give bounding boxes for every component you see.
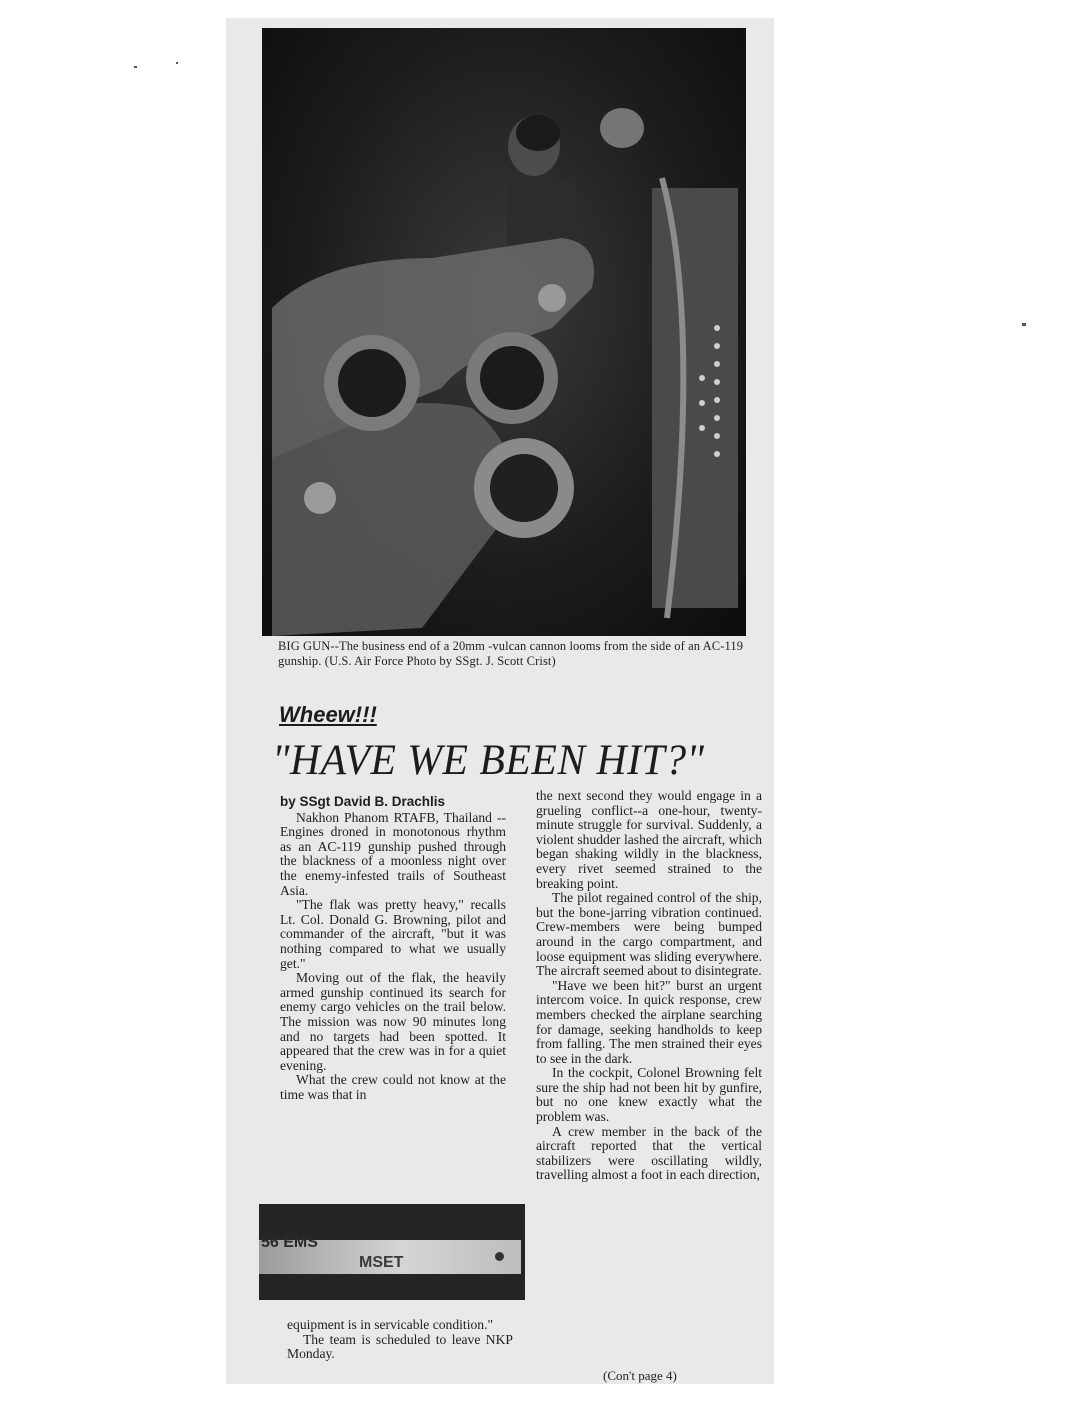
paragraph: In the cockpit, Colonel Browning felt sure the ship had not been hit by gunfire, but no one knew exactly what the problem was.	[536, 1065, 762, 1125]
inset-ad-image	[259, 1204, 525, 1300]
paragraph: The pilot regained control of the ship, but the bone-jarring vibration continued. Crew-members were being bumped around in the cargo compartment, and loose equipment was sliding everywhere. The aircraft seemed about to disintegrate.	[536, 890, 762, 979]
photo-caption: BIG GUN--The business end of a 20mm -vulcan cannon looms from the side of an AC-119 gunship. (U.S. Air Force Photo by SSgt. J. Scott Crist)	[278, 639, 744, 668]
article-left-lower-column	[287, 1318, 513, 1362]
paragraph: "Have we been hit?" burst an urgent intercom voice. In quick response, crew members checked the airplane searching for damage, seeking handholds to keep from falling. The men strained their eyes to see in the dark.	[536, 977, 762, 1066]
paragraph: The team is scheduled to leave NKP Monday.	[287, 1331, 513, 1362]
continued-note: (Con't page 4)	[603, 1368, 677, 1383]
paragraph: "The flak was pretty heavy," recalls Lt. Col. Donald G. Browning, pilot and commander of the aircraft, "but it was nothing compared to what we usually get."	[280, 897, 506, 971]
article-right-column	[536, 789, 762, 1183]
paragraph: A crew member in the back of the aircraft reported that the vertical stabilizers were oscillating wildly, travelling almost a foot in each direction,	[536, 1123, 762, 1183]
inset-text-top: 56 EMS	[261, 1234, 318, 1251]
scan-speck	[176, 62, 178, 64]
banner-dot	[495, 1252, 504, 1261]
paragraph: Nakhon Phanom RTAFB, Thailand -- Engines droned in monotonous rhythm as an AC-119 gunship pushed through the blackness of a moonless night over the enemy-infested trails of Southeast Asia.	[280, 809, 506, 898]
gunship-cannon-photo	[262, 28, 746, 636]
scan-speck	[1022, 323, 1026, 326]
article-kicker: Wheew!!!	[279, 702, 377, 727]
paragraph: What the crew could not know at the time was that in	[280, 1072, 506, 1102]
article-headline: "HAVE WE BEEN HIT?"	[272, 737, 705, 784]
paragraph: equipment is in servicable condition."	[287, 1317, 494, 1332]
article-left-column	[280, 795, 506, 1102]
scan-speck	[134, 66, 137, 68]
paragraph: Moving out of the flak, the heavily armed gunship continued its search for enemy cargo vehicles on the trail below. The mission was now 90 minutes long and no targets had been spotted. It appeared that the crew was in for a quiet evening.	[280, 970, 506, 1073]
inset-text-bottom: MSET	[359, 1254, 404, 1271]
paragraph: the next second they would engage in a grueling conflict--a one-hour, twenty-minute struggle for survival. Suddenly, a violent shudder lashed the aircraft, which began shaking wildly in the blackness, every rivet seemed strained to the breaking point.	[536, 788, 762, 891]
byline: by SSgt David B. Drachlis	[280, 794, 446, 809]
